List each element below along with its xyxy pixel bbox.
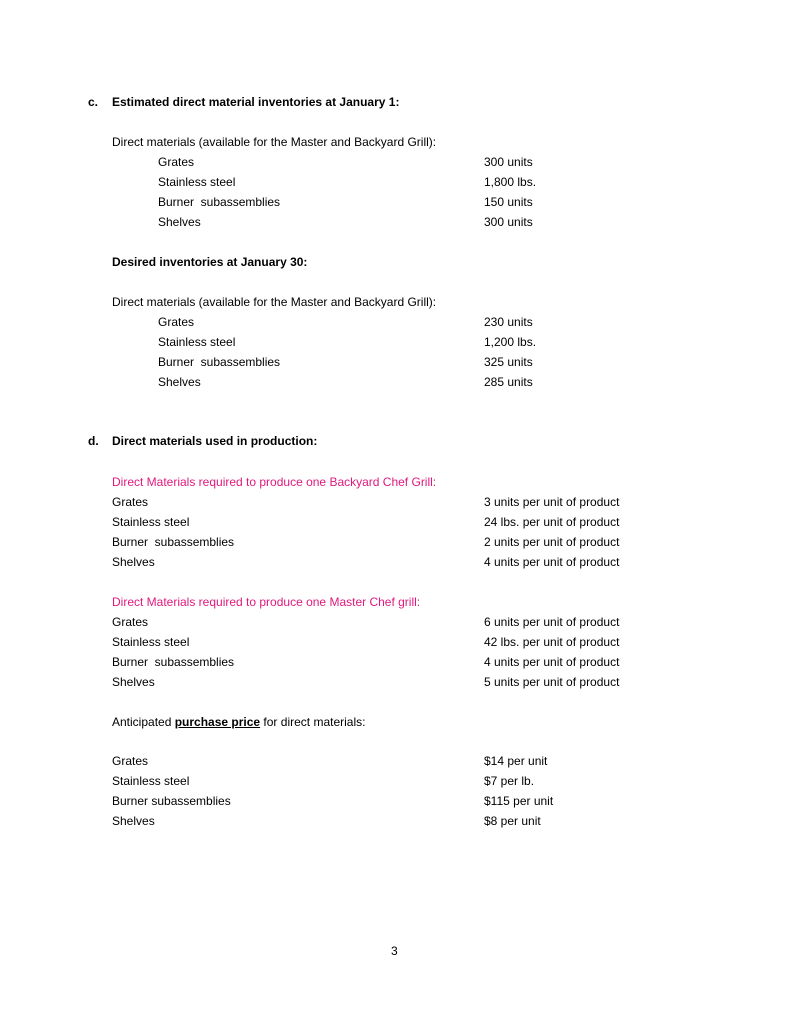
desired-intro: Direct materials (available for the Master and Backyard Grill): [112, 295, 437, 309]
inv-jan30-label-steel: Stainless steel [158, 335, 236, 349]
price-label-shelves: Shelves [112, 814, 155, 828]
desired-heading: Desired inventories at January 30: [112, 255, 308, 269]
master-label-burner: Burner subassemblies [112, 655, 235, 669]
backyard-value-shelves: 4 units per unit of product [484, 555, 620, 569]
inv-jan30-label-grates: Grates [158, 315, 195, 329]
inv-jan30-value-burner: 325 units [484, 355, 533, 369]
master-title: Direct Materials required to produce one Master Chef grill: [112, 595, 421, 609]
price-label-grates: Grates [112, 754, 149, 768]
price-value-steel: $7 per lb. [484, 774, 535, 788]
inv-jan30-label-burner: Burner subassemblies [158, 355, 281, 369]
inv-jan1-label-steel: Stainless steel [158, 175, 236, 189]
backyard-label-burner: Burner subassemblies [112, 535, 235, 549]
backyard-label-shelves: Shelves [112, 555, 155, 569]
master-label-shelves: Shelves [112, 675, 155, 689]
backyard-title: Direct Materials required to produce one Backyard Chef Grill: [112, 475, 437, 489]
master-label-steel: Stainless steel [112, 635, 190, 649]
inv-jan30-value-shelves: 285 units [484, 375, 533, 389]
inv-jan1-value-burner: 150 units [484, 195, 533, 209]
inv-jan30-label-shelves: Shelves [158, 375, 201, 389]
master-value-grates: 6 units per unit of product [484, 615, 620, 629]
price-label-steel: Stainless steel [112, 774, 190, 788]
master-value-burner: 4 units per unit of product [484, 655, 620, 669]
price-value-burner: $115 per unit [484, 794, 554, 808]
master-label-grates: Grates [112, 615, 149, 629]
backyard-value-burner: 2 units per unit of product [484, 535, 620, 549]
inv-jan1-value-steel: 1,800 lbs. [484, 175, 537, 189]
price-value-grates: $14 per unit [484, 754, 548, 768]
inv-jan1-label-shelves: Shelves [158, 215, 201, 229]
inv-jan1-label-burner: Burner subassemblies [158, 195, 281, 209]
backyard-value-grates: 3 units per unit of product [484, 495, 620, 509]
price-intro [112, 715, 365, 729]
section-d-heading: Direct materials used in production: [112, 434, 318, 448]
backyard-label-steel: Stainless steel [112, 515, 190, 529]
section-c-intro: Direct materials (available for the Master and Backyard Grill): [112, 135, 437, 149]
master-value-steel: 42 lbs. per unit of product [484, 635, 620, 649]
inv-jan30-value-grates: 230 units [484, 315, 533, 329]
inv-jan1-value-grates: 300 units [484, 155, 533, 169]
price-label-burner: Burner subassemblies [112, 794, 231, 808]
backyard-label-grates: Grates [112, 495, 149, 509]
price-intro-before: Anticipated [112, 715, 175, 729]
section-c-letter: c. [88, 95, 99, 109]
price-intro-emphasis: purchase price [174, 715, 261, 729]
inv-jan30-value-steel: 1,200 lbs. [484, 335, 537, 349]
price-intro-after: for direct materials: [260, 715, 366, 729]
inv-jan1-value-shelves: 300 units [484, 215, 533, 229]
page-number: 3 [391, 944, 398, 958]
price-value-shelves: $8 per unit [484, 814, 541, 828]
section-d-letter: d. [88, 434, 99, 448]
section-c-heading: Estimated direct material inventories at January 1: [112, 95, 400, 109]
inv-jan1-label-grates: Grates [158, 155, 195, 169]
master-value-shelves: 5 units per unit of product [484, 675, 620, 689]
backyard-value-steel: 24 lbs. per unit of product [484, 515, 620, 529]
